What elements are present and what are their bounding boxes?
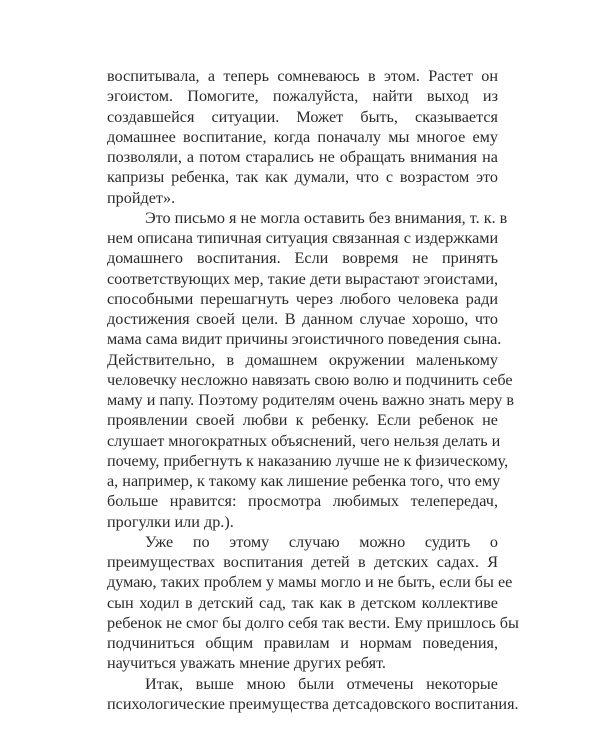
text-line: Уже по этому случаю можно судить о: [145, 532, 498, 551]
text-line: соответствующих мер, такие дети вырастают эгоистами,: [107, 269, 499, 288]
paragraph: [107, 532, 519, 674]
paragraph: [107, 674, 519, 715]
text-line: а, например, к такому как лишение ребенка того, что ему: [107, 472, 501, 490]
text-line: слушает многократных объяснений, чего нельзя делать и: [107, 431, 501, 450]
text-line: человечку несложно навязать свою волю и подчинить себе: [107, 370, 513, 389]
text-line: домашнего воспитания. Если вовремя не принять: [107, 249, 498, 268]
text-line: научиться уважать мнение других ребят.: [107, 654, 386, 673]
text-line: создавшейся ситуации. Может быть, сказывается: [107, 107, 498, 126]
text-line: достижения своей цели. В данном случае хорошо, что: [107, 310, 498, 328]
text-line: больше нравится: просмотра любимых телепередач,: [107, 492, 498, 511]
body-text: [107, 66, 519, 714]
text-line: преимуществах воспитания детей в детских садах. Я: [107, 553, 498, 571]
text-line: домашнее воспитание, когда поначалу мы многое ему: [107, 127, 498, 146]
text-line: сын ходил в детский сад, так как в детском коллективе: [107, 593, 498, 612]
text-line: способными перешагнуть через любого человека ради: [107, 289, 498, 308]
text-line: мама сама видит причины эгоистичного поведения сына.: [107, 330, 502, 349]
text-line: капризы ребенка, так как думали, что с возрастом это: [107, 168, 498, 187]
text-line: подчиниться общим правилам и нормам поведения,: [107, 634, 498, 652]
text-line: прогулки или др.).: [107, 512, 234, 531]
text-line: маму и папу. Поэтому родителям очень важно знать меру в: [107, 391, 515, 409]
text-line: эгоистом. Помогите, пожалуйста, найти выход из: [107, 87, 498, 106]
text-line: думаю, таких проблем у мамы могло и не быть, если бы ее: [107, 573, 513, 592]
text-line: нем описана типичная ситуация связанная с издержками: [107, 229, 499, 247]
text-line: пройдет».: [107, 188, 176, 207]
text-line: почему, прибегнуть к наказанию лучше не к физическому,: [107, 451, 509, 470]
paragraph: [107, 66, 498, 208]
text-line: воспитывала, а теперь сомневаюсь в этом. Растет он: [107, 67, 498, 85]
text-line: Действительно, в домашнем окружении маленькому: [107, 350, 498, 369]
text-line: Это письмо я не могла оставить без внимания, т. к. в: [145, 208, 508, 227]
text-line: ребенок не смог бы долго себя так вести. Ему пришлось бы: [107, 613, 519, 632]
text-line: психологические преимущества детсадовского воспитания.: [107, 694, 519, 713]
text-line: позволяли, а потом старались не обращать внимания на: [107, 148, 498, 166]
text-line: Итак, выше мною были отмечены некоторые: [145, 674, 498, 693]
text-line: проявлении своей любви к ребенку. Если ребенок не: [107, 411, 498, 430]
paragraph: [107, 208, 515, 532]
